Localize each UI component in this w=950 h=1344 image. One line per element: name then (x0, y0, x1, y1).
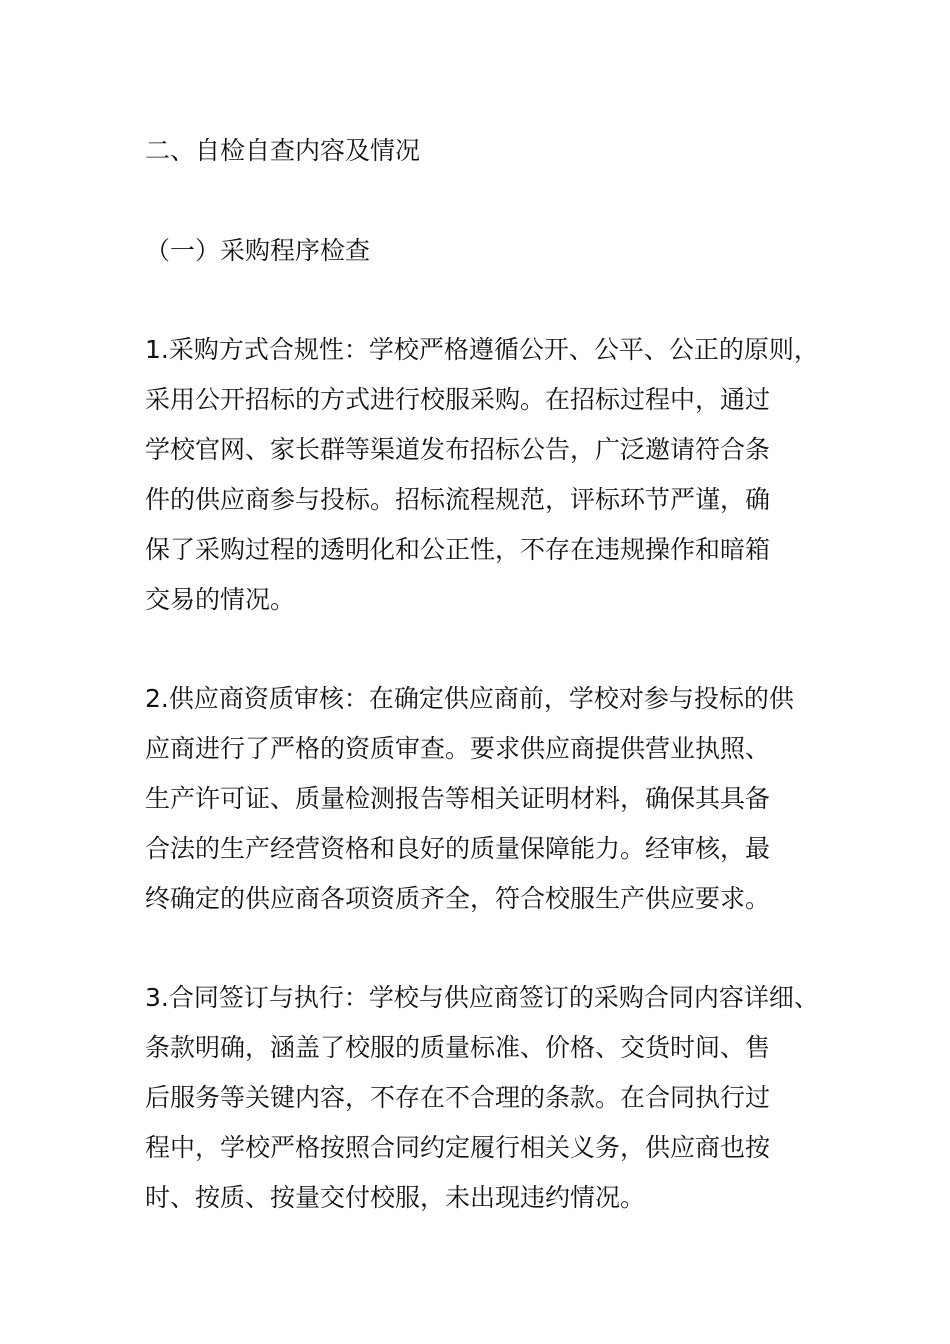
paragraph-supplier-review (145, 674, 845, 924)
paragraph-line: 终确定的供应商各项资质齐全，符合校服生产供应要求。 (145, 884, 771, 913)
paragraph-line: 1.采购方式合规性：学校严格遵循公开、公平、公正的原则， (145, 335, 819, 364)
paragraph-line: 应商进行了严格的资质审查。要求供应商提供营业执照、 (145, 734, 771, 763)
paragraph-line: 学校官网、家长群等渠道发布招标公告，广泛邀请符合条 (145, 435, 771, 464)
paragraph-contract (145, 973, 845, 1223)
paragraph-line: 后服务等关键内容，不存在不合理的条款。在合同执行过 (145, 1083, 771, 1112)
paragraph-line: 条款明确，涵盖了校服的质量标准、价格、交货时间、售 (145, 1033, 771, 1062)
paragraph-line: 3.合同签订与执行：学校与供应商签订的采购合同内容详细、 (145, 983, 819, 1012)
paragraph-line: 2.供应商资质审核：在确定供应商前，学校对参与投标的供 (145, 684, 794, 713)
paragraph-line: 采用公开招标的方式进行校服采购。在招标过程中，通过 (145, 385, 771, 414)
paragraph-line: 程中，学校严格按照合同约定履行相关义务，供应商也按 (145, 1133, 771, 1162)
paragraph-procurement-method (145, 325, 845, 625)
paragraph-line: 件的供应商参与投标。招标流程规范，评标环节严谨，确 (145, 485, 771, 514)
paragraph-line: 交易的情况。 (145, 585, 296, 614)
subsection-heading: （一）采购程序检查 (145, 236, 371, 265)
paragraph-line: 生产许可证、质量检测报告等相关证明材料，确保其具备 (145, 784, 771, 813)
section-heading: 二、自检自查内容及情况 (145, 136, 421, 165)
paragraph-line: 保了采购过程的透明化和公正性，不存在违规操作和暗箱 (145, 535, 771, 564)
paragraph-line: 时、按质、按量交付校服，未出现违约情况。 (145, 1183, 646, 1212)
paragraph-line: 合法的生产经营资格和良好的质量保障能力。经审核，最 (145, 834, 771, 863)
